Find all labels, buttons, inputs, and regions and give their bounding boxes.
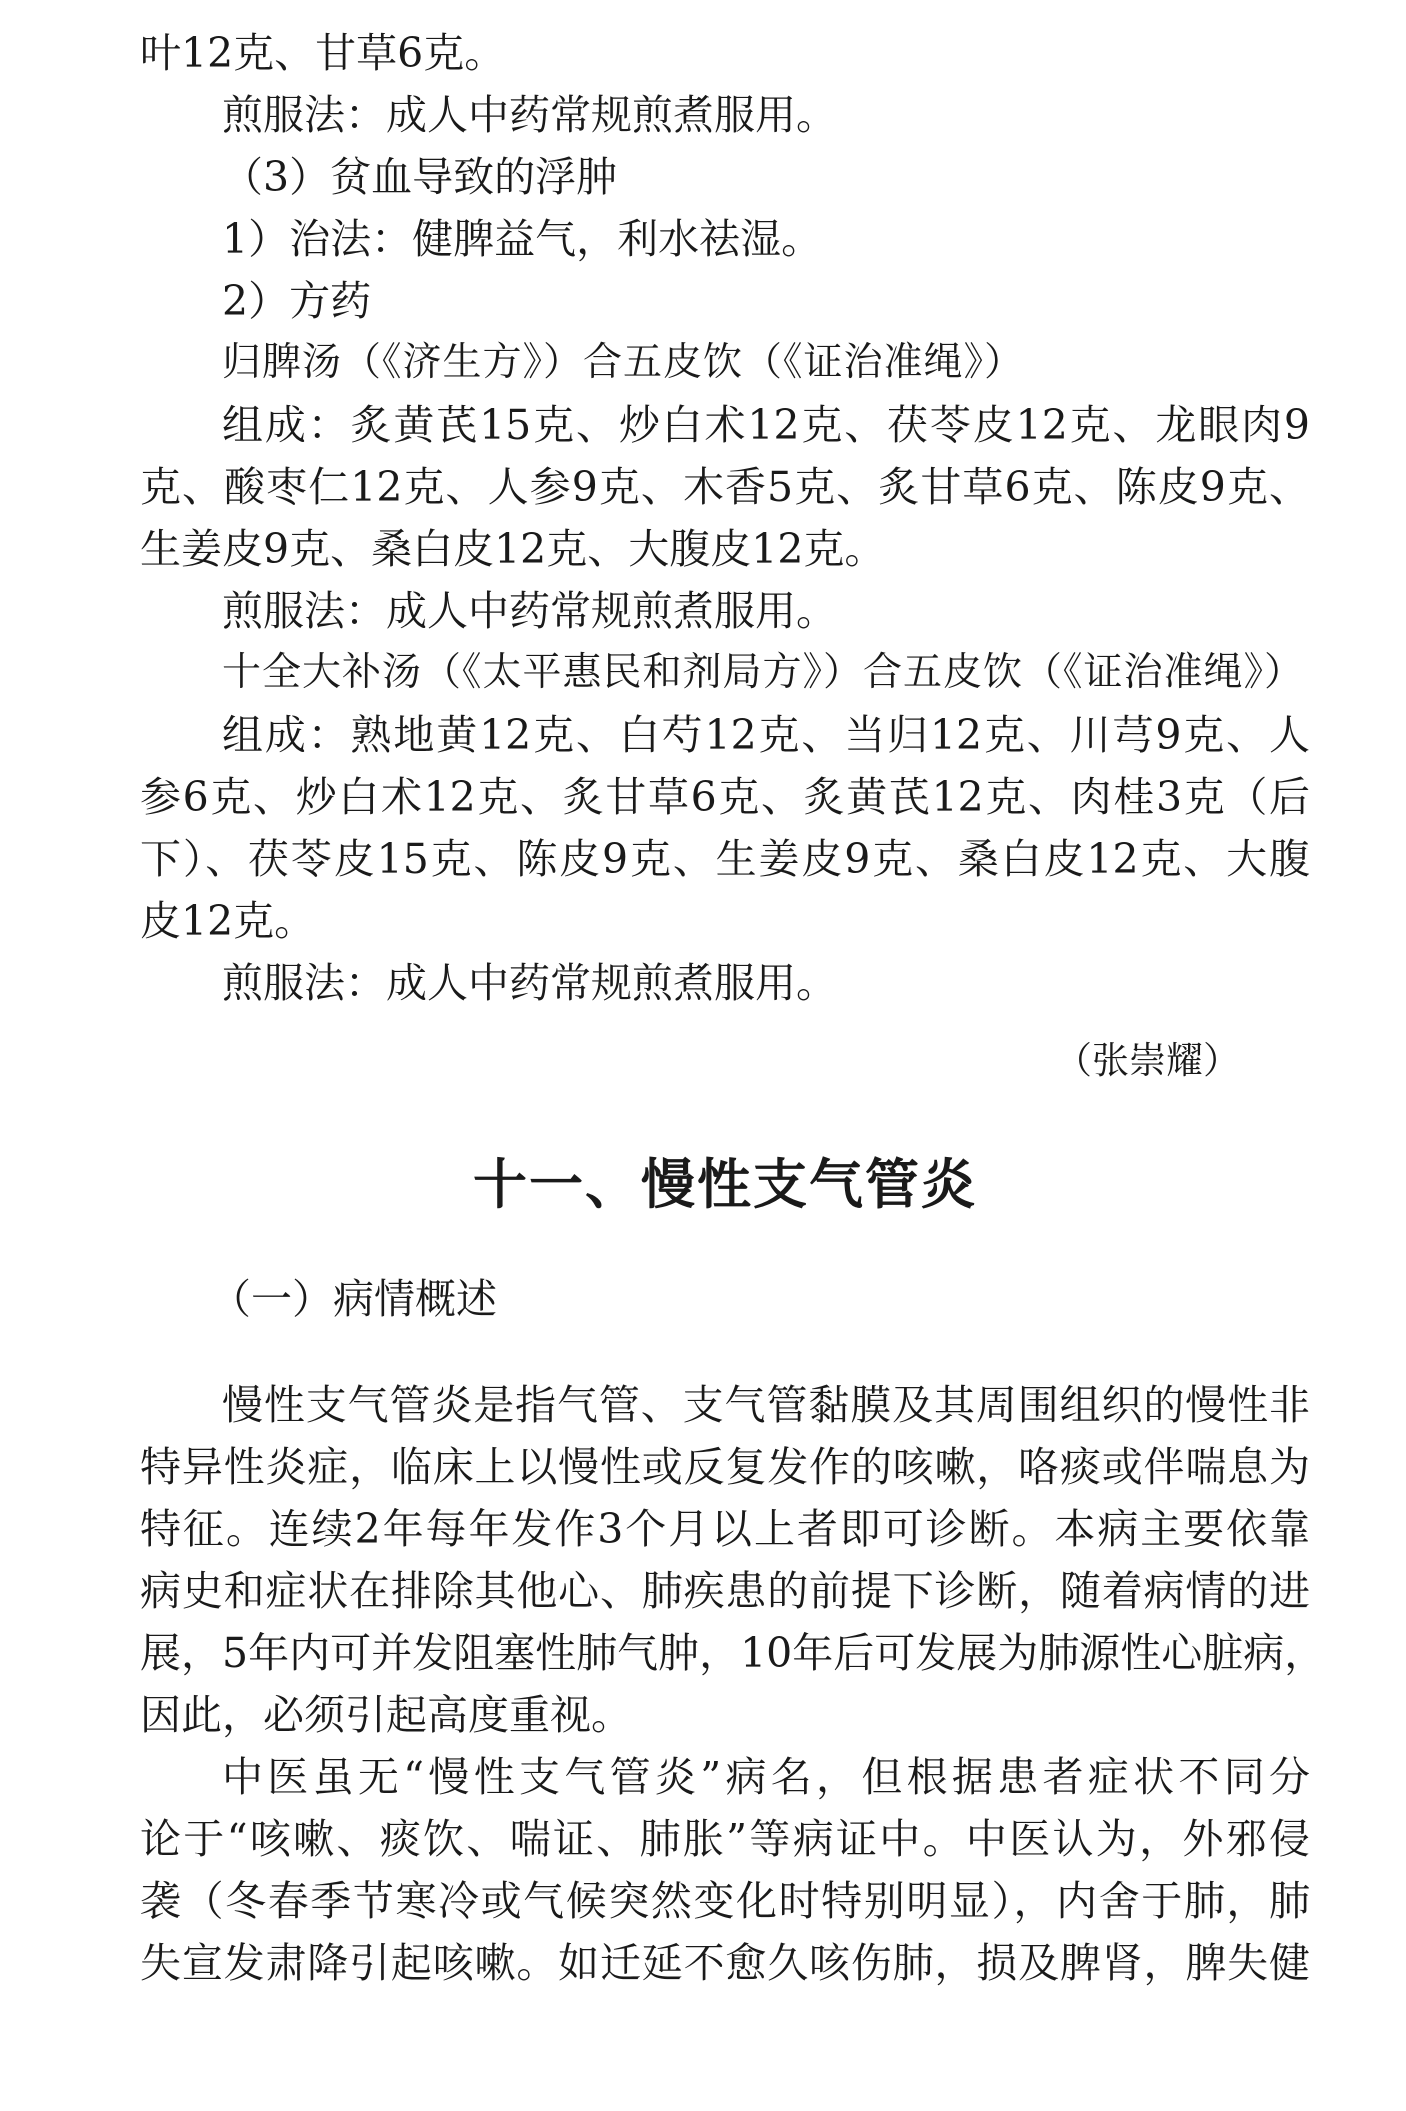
text-line: 叶12克、甘草6克。 [140,29,506,77]
paragraph-line: 袭（冬春季节寒冷或气候突然变化时特别明显），内舍于肺，肺 [140,1877,1310,1925]
subsection-heading: （一）病情概述 [210,1275,497,1323]
paragraph-line: 中医虽无“慢性支气管炎”病名，但根据患者症状不同分 [222,1753,1310,1801]
text-line: 煎服法：成人中药常规煎煮服用。 [222,959,837,1007]
paragraph-line: 论于“咳嗽、痰饮、喘证、肺胀”等病证中。中医认为，外邪侵 [140,1815,1310,1863]
text-line: 组成：炙黄芪15克、炒白术12克、茯苓皮12克、龙眼肉9 [222,401,1310,449]
formula-name: 十全大补汤（《太平惠民和剂局方》）合五皮饮（《证治准绳》） [222,650,1305,695]
paragraph-line: 失宣发肃降引起咳嗽。如迁延不愈久咳伤肺，损及脾肾，脾失健 [140,1939,1310,1987]
text-line: 生姜皮9克、桑白皮12克、大腹皮12克。 [140,525,886,573]
text-line: 煎服法：成人中药常规煎煮服用。 [222,587,837,635]
text-line: 克、酸枣仁12克、人参9克、木香5克、炙甘草6克、陈皮9克、 [140,463,1310,511]
paragraph-line: 展，5年内可并发阻塞性肺气肿，10年后可发展为肺源性心脏病， [140,1629,1326,1677]
author-signature: （张崇耀） [1055,1039,1240,1082]
text-line: 组成：熟地黄12克、白芍12克、当归12克、川芎9克、人 [222,711,1310,759]
text-line: 煎服法：成人中药常规煎煮服用。 [222,91,837,139]
paragraph-line: 特异性炎症，临床上以慢性或反复发作的咳嗽，咯痰或伴喘息为 [140,1443,1310,1491]
paragraph-line: 病史和症状在排除其他心、肺疾患的前提下诊断，随着病情的进 [140,1567,1310,1615]
paragraph-line: 特征。连续2年每年发作3个月以上者即可诊断。本病主要依靠 [140,1505,1310,1553]
text-line: 2）方药 [222,277,372,325]
paragraph-line: 因此，必须引起高度重视。 [140,1691,632,1739]
text-line: （3）贫血导致的浮肿 [222,153,618,201]
formula-name: 归脾汤（《济生方》）合五皮饮（《证治准绳》） [222,340,1025,385]
text-line: 下）、茯苓皮15克、陈皮9克、生姜皮9克、桑白皮12克、大腹 [140,835,1310,883]
text-line: 参6克、炒白术12克、炙甘草6克、炙黄芪12克、肉桂3克（后 [140,773,1310,821]
section-title: 十一、慢性支气管炎 [473,1153,977,1216]
text-line: 1）治法：健脾益气，利水祛湿。 [222,215,823,263]
paragraph-line: 慢性支气管炎是指气管、支气管黏膜及其周围组织的慢性非 [222,1381,1310,1429]
text-line: 皮12克。 [140,897,316,945]
